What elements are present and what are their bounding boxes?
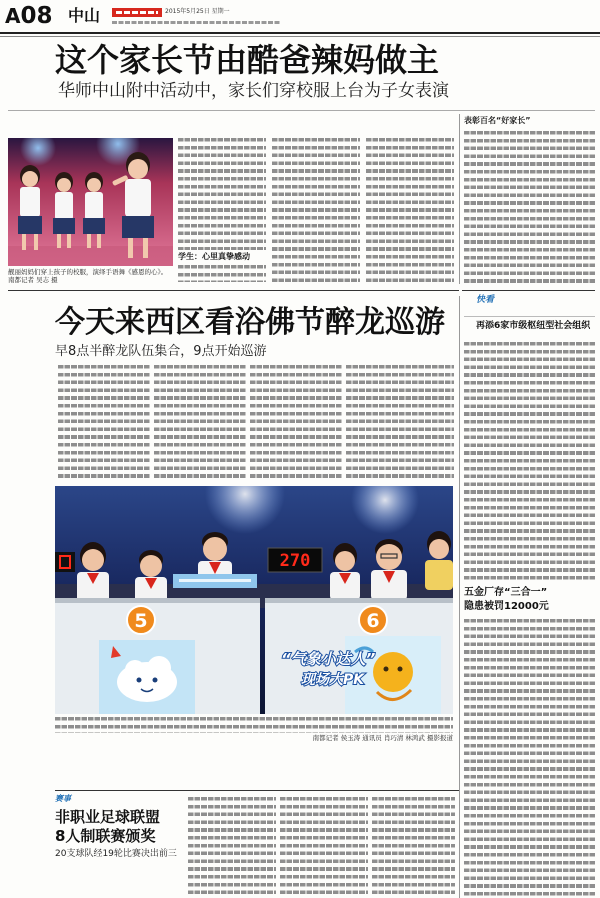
quick-item2-body <box>464 619 595 896</box>
page-digits: 08 <box>20 3 53 29</box>
header-rule <box>0 32 600 34</box>
sidebar-divider <box>459 114 460 284</box>
sidebar1-body <box>464 131 595 283</box>
story1-body-column <box>178 138 266 250</box>
caption-credit: 南都记者 吴志 摄 <box>8 276 58 284</box>
photo2-caption <box>55 717 453 733</box>
plate-lettering <box>179 579 251 582</box>
quiz-contest-photo <box>55 486 453 714</box>
desk-edge <box>265 598 453 603</box>
mascot-board-left <box>99 640 195 714</box>
sports-body-column <box>280 797 368 896</box>
team-number-right: 6 <box>366 610 380 632</box>
story1-body-column <box>272 138 360 282</box>
desk-edge <box>55 598 260 603</box>
story1-body-column <box>366 138 454 282</box>
story2-body-column <box>346 365 454 479</box>
contestant-girl <box>77 542 109 602</box>
story1-bottom-rule <box>8 290 459 291</box>
story1-top-rule <box>8 110 595 111</box>
sports-headline-line2: 8人制联赛颁奖 <box>55 827 156 845</box>
contestant-girl <box>425 531 453 590</box>
photo-overlay-subtitle: 现场大PK <box>301 672 365 688</box>
score-value: 270 <box>279 551 311 571</box>
sports-body-column <box>188 797 276 896</box>
sports-subhead: 20支球队经19轮比赛决出前三 <box>55 849 177 859</box>
story1-headline: 这个家长节由酷爸辣妈做主 <box>55 41 440 79</box>
story2-body-column <box>250 365 342 479</box>
story2-body-column <box>58 365 150 479</box>
stage-performance-photo <box>8 138 173 266</box>
quick-news-label: 快看 <box>476 295 495 305</box>
editor-credits <box>112 21 280 24</box>
quick-item1-body <box>464 342 595 582</box>
photo-overlay-title: “气象小达人” <box>281 650 376 668</box>
story1-photo-caption <box>8 268 173 284</box>
stage-floor <box>8 246 173 266</box>
sports-headline-line1: 非职业足球联盟 <box>55 808 161 826</box>
page-letter: A <box>5 4 21 28</box>
issue-date: 2015年5月25日 星期一 <box>165 8 230 15</box>
sports-label: 赛事 <box>55 794 71 803</box>
story2-headline: 今天来西区看浴佛节醉龙巡游 <box>55 305 445 340</box>
sidebar-divider <box>459 296 460 898</box>
sidebar1-heading: 表彰百名“好家长” <box>464 116 531 125</box>
quick-item1-rule <box>464 316 595 317</box>
team-number-left: 5 <box>134 610 148 632</box>
header-rule-thin <box>0 36 600 37</box>
newspaper-logo <box>112 8 162 17</box>
logo-lettering <box>116 11 158 14</box>
quick-item2-heading-line1: 五金厂存“三合一” <box>464 587 548 598</box>
story1-body-column <box>178 265 266 282</box>
quick-item2-heading-line2: 隐患被罚12000元 <box>464 601 549 612</box>
sun-mascot <box>373 652 413 692</box>
story1-photo <box>8 138 173 266</box>
caption-text: 靓丽妈妈们穿上孩子的校服，演绎手语舞《感恩的心》。 <box>8 268 168 276</box>
sports-top-rule <box>55 790 459 791</box>
sidebar-top-rule <box>462 290 595 291</box>
story2-subhead: 早8点半醉龙队伍集合，9点开始巡游 <box>55 344 267 359</box>
section-title: 中山 <box>68 6 101 25</box>
story1-subhead: 华师中山附中活动中，家长们穿校服上台为子女表演 <box>58 81 449 101</box>
quick-item1-heading: 再添6家市级枢纽型社会组织 <box>476 321 591 331</box>
page-number <box>5 5 53 28</box>
story2-body-column <box>154 365 246 479</box>
photo2-credit: 南都记者 侯玉涛 通讯员 肖巧清 林鸿武 摄影报道 <box>312 734 453 742</box>
sports-body-column <box>372 797 455 896</box>
story1-inline-heading: 学生：心里真挚感动 <box>178 252 250 261</box>
quiz-stage-photo <box>55 486 453 714</box>
